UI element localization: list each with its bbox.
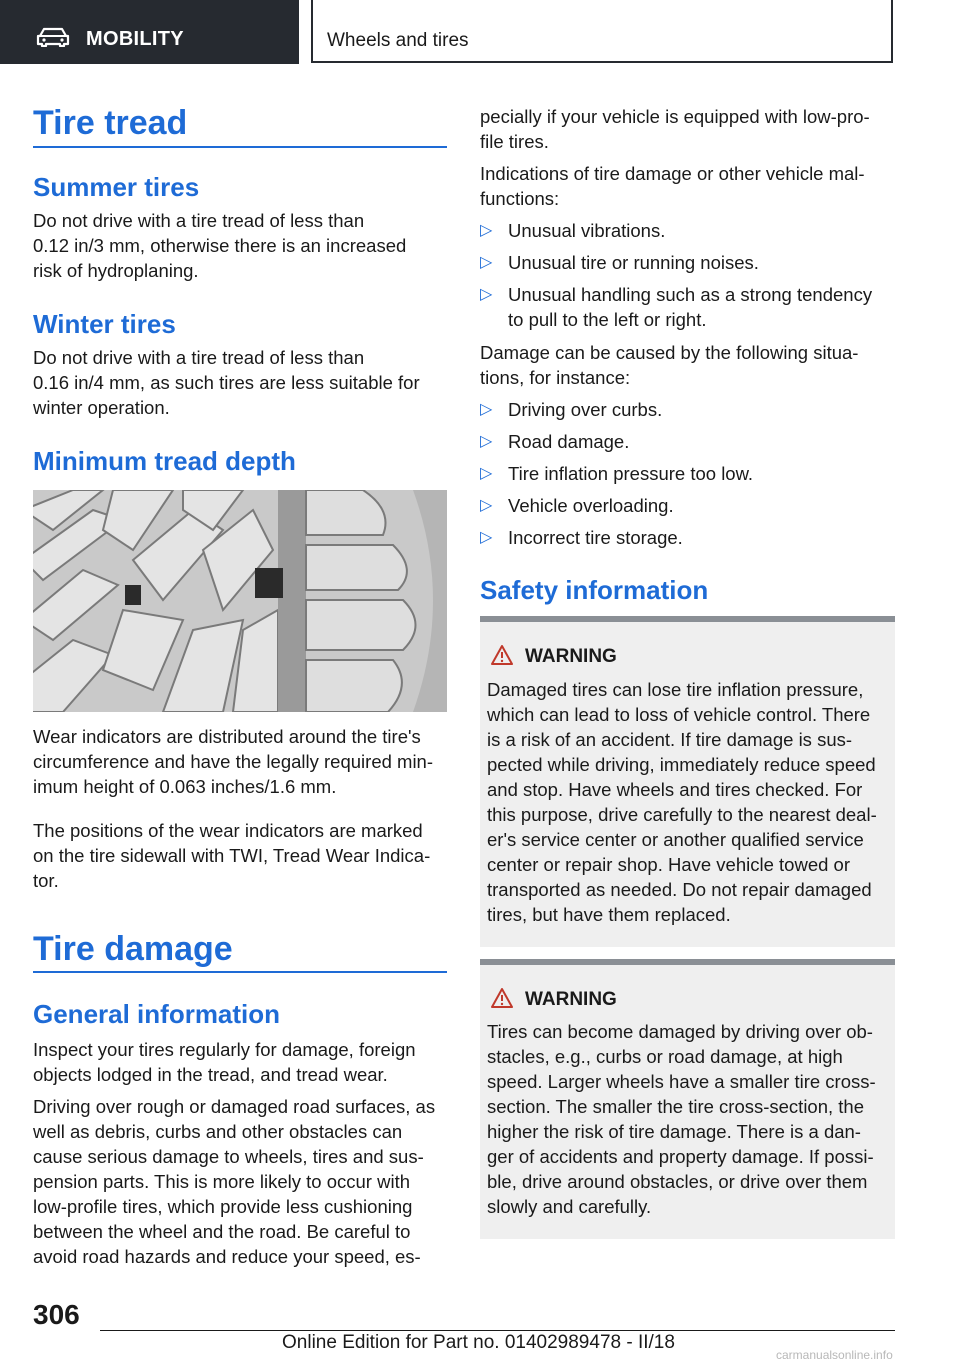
text-line: 0.16 in/4 mm, as such tires are less suitable for bbox=[33, 372, 420, 393]
text-line: file tires. bbox=[480, 131, 549, 152]
warning-text bbox=[487, 1019, 891, 1219]
bullet-triangle-icon: ▷ bbox=[480, 401, 493, 418]
text-line: objects lodged in the tread, and tread wear. bbox=[33, 1064, 388, 1085]
chapter-title: Wheels and tires bbox=[327, 30, 469, 51]
text-line: Wear indicators are distributed around the tire's bbox=[33, 726, 421, 747]
text-line: slowly and carefully. bbox=[487, 1196, 652, 1217]
text-line: The positions of the wear indicators are marked bbox=[33, 820, 423, 841]
bullet-triangle-icon: ▷ bbox=[480, 497, 493, 514]
text-line: this purpose, drive carefully to the nearest deal- bbox=[487, 804, 877, 825]
text-line: Inspect your tires regularly for damage, foreign bbox=[33, 1039, 416, 1060]
heading-general-information: General information bbox=[33, 999, 281, 1029]
warning-title: WARNING bbox=[525, 989, 617, 1010]
list-item-text: Tire inflation pressure too low. bbox=[508, 463, 754, 484]
text-line: tor. bbox=[33, 870, 59, 891]
tire-tread-illustration bbox=[33, 490, 447, 712]
heading-tire-tread: Tire tread bbox=[33, 104, 188, 142]
text-line: Driving over rough or damaged road surfaces, as bbox=[33, 1096, 436, 1117]
chapter-tab bbox=[311, 0, 893, 63]
text-line: stacles, e.g., curbs or road damage, at high bbox=[487, 1046, 843, 1067]
general-paragraph bbox=[33, 1037, 447, 1087]
text-line: pecially if your vehicle is equipped with low-pro- bbox=[480, 106, 870, 127]
indications-paragraph bbox=[480, 161, 895, 211]
text-line: between the wheel and the road. Be careful to bbox=[33, 1221, 411, 1242]
car-icon bbox=[36, 27, 70, 47]
section-tab bbox=[0, 0, 299, 64]
list-item-text: Unusual vibrations. bbox=[508, 220, 666, 241]
text-line: transported as needed. Do not repair damaged bbox=[487, 879, 872, 900]
bullet-triangle-icon: ▷ bbox=[480, 286, 493, 303]
list-item-text: Unusual tire or running noises. bbox=[508, 252, 759, 273]
page-number: 306 bbox=[33, 1299, 80, 1330]
driving-paragraph bbox=[33, 1094, 447, 1269]
bullet-triangle-icon: ▷ bbox=[480, 222, 493, 239]
text-line: Unusual handling such as a strong tendency bbox=[508, 284, 873, 305]
warning-bar bbox=[480, 959, 895, 965]
text-line: cause serious damage to wheels, tires and sus- bbox=[33, 1146, 424, 1167]
text-line: which can lead to loss of vehicle control. There bbox=[487, 704, 871, 725]
text-line: well as debris, curbs and other obstacles can bbox=[33, 1121, 403, 1142]
text-line: section. The smaller the tire cross-section, the bbox=[487, 1096, 865, 1117]
text-line: center or repair shop. Have vehicle towed or bbox=[487, 854, 850, 875]
heading-tire-damage: Tire damage bbox=[33, 930, 233, 968]
warning-text bbox=[487, 677, 891, 927]
text-line: speed. Larger wheels have a smaller tire cross- bbox=[487, 1071, 876, 1092]
continued-paragraph bbox=[480, 104, 895, 154]
heading-summer-tires: Summer tires bbox=[33, 172, 200, 202]
text-line: pected while driving, immediately reduce speed bbox=[487, 754, 876, 775]
text-line: winter operation. bbox=[33, 397, 170, 418]
warning-triangle-icon bbox=[490, 644, 514, 666]
text-line: tions, for instance: bbox=[480, 367, 631, 388]
text-line: pension parts. This is more likely to occur with bbox=[33, 1171, 411, 1192]
text-line: higher the risk of tire damage. There is a dan- bbox=[487, 1121, 861, 1142]
text-line: Indications of tire damage or other vehicle mal- bbox=[480, 163, 865, 184]
warning-box bbox=[480, 959, 895, 1239]
text-line: functions: bbox=[480, 188, 560, 209]
heading-safety-information: Safety information bbox=[480, 575, 709, 605]
text-line: ble, drive around obstacles, or drive over them bbox=[487, 1171, 868, 1192]
summer-paragraph bbox=[33, 208, 447, 283]
text-line: risk of hydroplaning. bbox=[33, 260, 199, 281]
text-line: avoid road hazards and reduce your speed, es- bbox=[33, 1246, 421, 1267]
heading-rule bbox=[33, 146, 447, 148]
section-title: MOBILITY bbox=[86, 28, 184, 50]
text-line: er's service center or another qualified service bbox=[487, 829, 864, 850]
list-item-text: Incorrect tire storage. bbox=[508, 527, 683, 548]
wear-indicators-paragraph bbox=[33, 724, 447, 799]
text-line: and stop. Have wheels and tires checked. For bbox=[487, 779, 863, 800]
text-line: Tires can become damaged by driving over ob- bbox=[487, 1021, 873, 1042]
heading-rule bbox=[33, 971, 447, 973]
text-line: is a risk of an accident. If tire damage is sus- bbox=[487, 729, 853, 750]
list-item-text bbox=[508, 282, 888, 332]
heading-winter-tires: Winter tires bbox=[33, 309, 176, 339]
warning-bar bbox=[480, 616, 895, 622]
warning-box bbox=[480, 616, 895, 947]
bullet-triangle-icon: ▷ bbox=[480, 433, 493, 450]
text-line: imum height of 0.063 inches/1.6 mm. bbox=[33, 776, 337, 797]
list-item-text: Road damage. bbox=[508, 431, 630, 452]
list-item-text: Vehicle overloading. bbox=[508, 495, 674, 516]
text-line: tires, but have them replaced. bbox=[487, 904, 731, 925]
footer-rule bbox=[100, 1330, 895, 1331]
text-line: low-profile tires, which provide less cushioning bbox=[33, 1196, 413, 1217]
list-item-text: Driving over curbs. bbox=[508, 399, 663, 420]
text-line: Damage can be caused by the following situa- bbox=[480, 342, 859, 363]
damage-causes-paragraph bbox=[480, 340, 895, 390]
warning-title: WARNING bbox=[525, 646, 617, 667]
text-line: to pull to the left or right. bbox=[508, 309, 707, 330]
positions-paragraph bbox=[33, 818, 447, 893]
edition-text: Online Edition for Part no. 01402989478 - II/18 bbox=[282, 1332, 675, 1353]
text-line: on the tire sidewall with TWI, Tread Wear Indica- bbox=[33, 845, 431, 866]
winter-paragraph bbox=[33, 345, 447, 420]
warning-triangle-icon bbox=[490, 987, 514, 1009]
watermark: carmanualsonline.info bbox=[776, 1348, 893, 1362]
text-line: 0.12 in/3 mm, otherwise there is an increased bbox=[33, 235, 407, 256]
text-line: circumference and have the legally required min- bbox=[33, 751, 434, 772]
text-line: Damaged tires can lose tire inflation pressure, bbox=[487, 679, 864, 700]
bullet-triangle-icon: ▷ bbox=[480, 465, 493, 482]
bullet-triangle-icon: ▷ bbox=[480, 254, 493, 271]
heading-min-tread-depth: Minimum tread depth bbox=[33, 446, 296, 476]
bullet-triangle-icon: ▷ bbox=[480, 529, 493, 546]
text-line: Do not drive with a tire tread of less than bbox=[33, 347, 365, 368]
text-line: Do not drive with a tire tread of less than bbox=[33, 210, 365, 231]
text-line: ger of accidents and property damage. If possi- bbox=[487, 1146, 874, 1167]
